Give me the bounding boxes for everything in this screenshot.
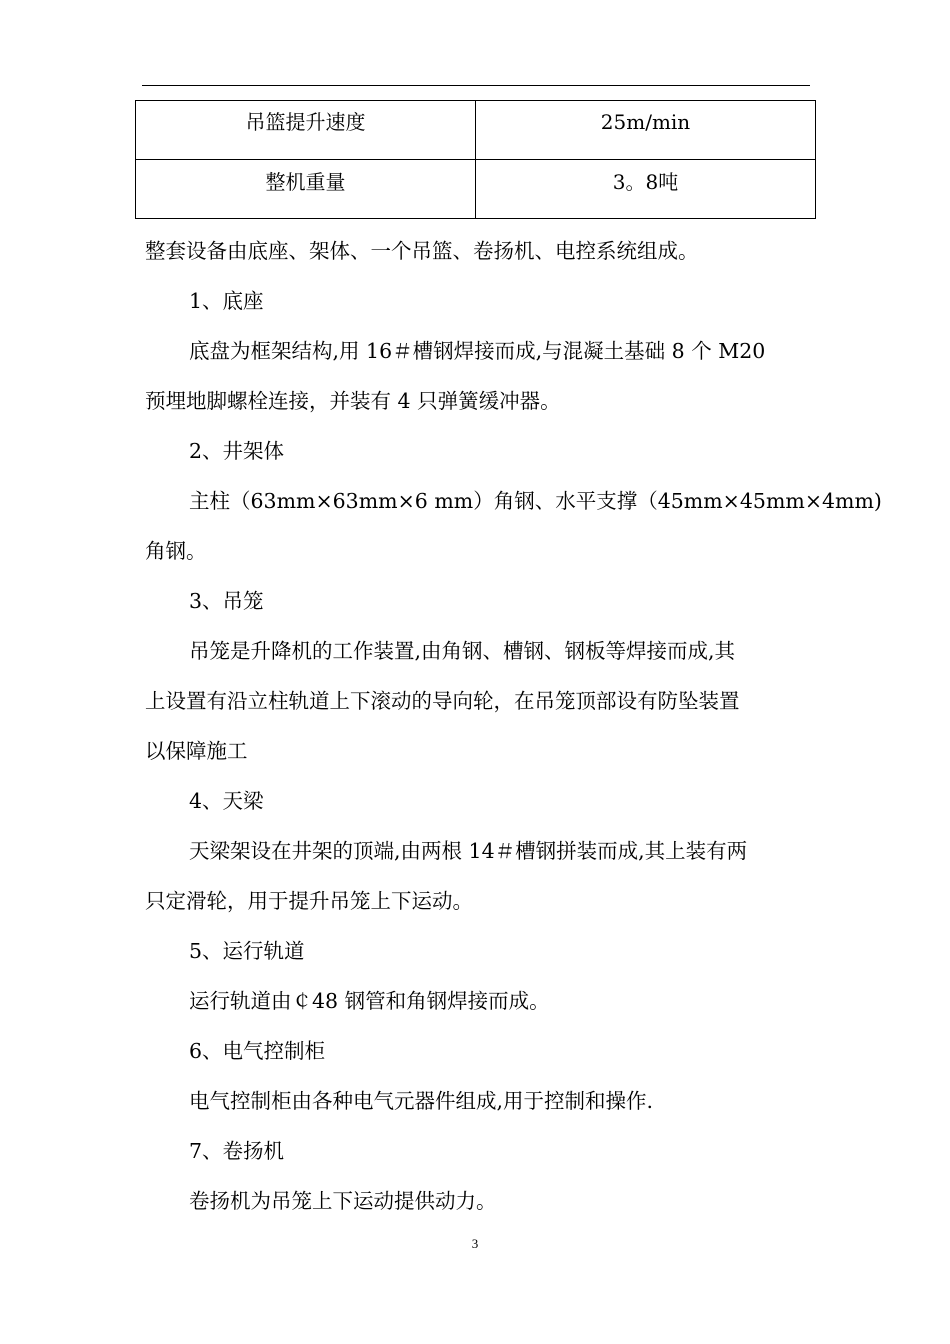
paragraph-line: 卷扬机为吊笼上下运动提供动力。 [189, 1189, 497, 1213]
section-heading-base: 1、底座 [189, 289, 264, 313]
body-text [145, 226, 882, 1226]
paragraph-line: 预埋地脚螺栓连接，并装有 4 只弹簧缓冲器。 [145, 389, 561, 413]
section-heading-control-cabinet: 6、电气控制柜 [189, 1039, 326, 1063]
paragraph-line: 上设置有沿立柱轨道上下滚动的导向轮，在吊笼顶部设有防坠装置 [145, 689, 740, 713]
section-heading-frame: 2、井架体 [189, 439, 285, 463]
paragraph-line: 吊笼是升降机的工作装置,由角钢、槽钢、钢板等焊接而成,其 [189, 639, 736, 663]
table-row [136, 101, 816, 160]
page-number: 3 [471, 1236, 479, 1251]
spec-name-weight: 整机重量 [265, 170, 346, 194]
section-heading-cage: 3、吊笼 [189, 589, 264, 613]
section-heading-beam: 4、天梁 [189, 789, 264, 813]
table-cell-value [476, 160, 816, 219]
paragraph-line: 电气控制柜由各种电气元器件组成,用于控制和操作. [189, 1089, 654, 1113]
paragraph-line: 角钢。 [145, 539, 207, 563]
intro-paragraph: 整套设备由底座、架体、一个吊篮、卷扬机、电控系统组成。 [145, 239, 699, 263]
table-cell-name [136, 160, 476, 219]
paragraph-line: 主柱（63mm×63mm×6 mm）角钢、水平支撑（45mm×45mm×4mm) [189, 489, 882, 513]
spec-value-speed: 25m/min [600, 110, 691, 134]
header-rule [142, 85, 810, 86]
spec-table [135, 100, 816, 219]
table-row [136, 160, 816, 219]
paragraph-line: 运行轨道由￠48 钢管和角钢焊接而成。 [189, 989, 550, 1013]
section-heading-winch: 7、卷扬机 [189, 1139, 285, 1163]
table-cell-value [476, 101, 816, 160]
paragraph-line: 只定滑轮，用于提升吊笼上下运动。 [145, 889, 473, 913]
paragraph-line: 天梁架设在井架的顶端,由两根 14＃槽钢拼装而成,其上装有两 [189, 839, 748, 863]
section-heading-track: 5、运行轨道 [189, 939, 305, 963]
table-cell-name [136, 101, 476, 160]
spec-value-weight: 3。8吨 [612, 170, 679, 194]
spec-name-speed: 吊篮提升速度 [245, 110, 366, 134]
paragraph-line: 底盘为框架结构,用 16＃槽钢焊接而成,与混凝土基础 8 个 M20 [189, 339, 766, 363]
paragraph-line: 以保障施工 [145, 739, 248, 763]
